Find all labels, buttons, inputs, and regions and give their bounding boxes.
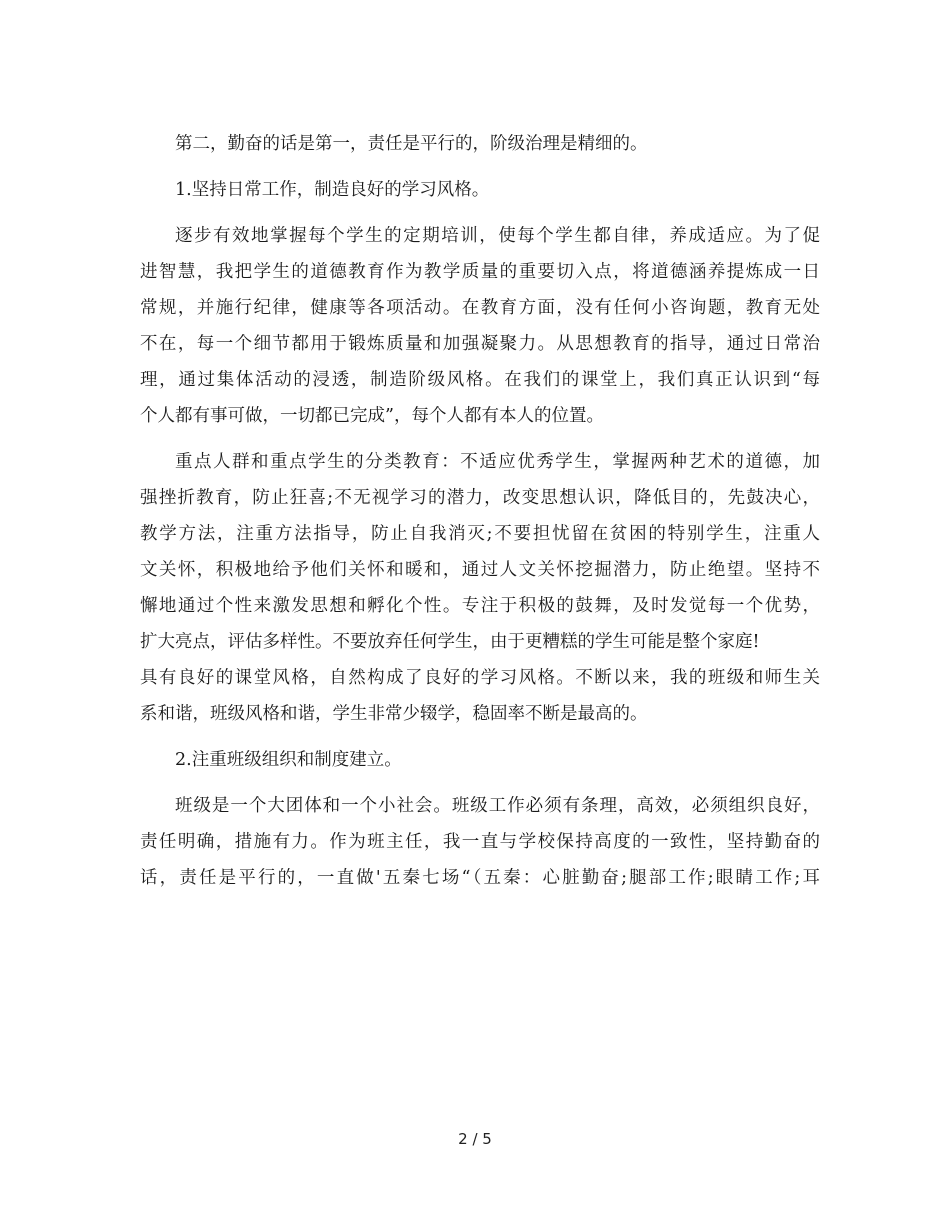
paragraph-line: 系和谐，班级风格和谐，学生非常少辍学，稳固率不断是最高的。 [140, 704, 648, 724]
paragraph-3 [140, 788, 820, 896]
paragraph-1 [140, 218, 820, 434]
paragraph-line: 理，通过集体活动的浸透，制造阶级风格。在我们的课堂上，我们真正认识到“每 [140, 370, 820, 390]
paragraph-line: 强挫折教育，防止狂喜;不无视学习的潜力，改变思想认识，降低目的，先鼓决心， [140, 488, 820, 508]
paragraph-line: 不在，每一个细节都用于锻炼质量和加强凝聚力。从思想教育的指导，通过日常治 [140, 334, 820, 354]
subsection-heading-1: 1.坚持日常工作，制造良好的学习风格。 [175, 180, 490, 200]
page-number: 2 / 5 [458, 1130, 492, 1148]
paragraph-line: 话，责任是平行的，一直做'五秦七场“（五秦：心脏勤奋;腿部工作;眼睛工作;耳 [140, 868, 820, 888]
paragraph-line: 扩大亮点，评估多样性。不要放弃任何学生，由于更糟糕的学生可能是整个家庭! [140, 632, 760, 652]
paragraph-2 [140, 444, 820, 732]
paragraph-line: 责任明确，措施有力。作为班主任，我一直与学校保持高度的一致性，坚持勤奋的 [140, 832, 820, 852]
paragraph-line: 教学方法，注重方法指导，防止自我消灭;不要担忧留在贫困的特别学生，注重人 [140, 524, 820, 544]
subsection-heading-2: 2.注重班级组织和制度建立。 [175, 750, 402, 770]
paragraph-line: 逐步有效地掌握每个学生的定期培训，使每个学生都自律，养成适应。为了促 [175, 226, 820, 246]
paragraph-line: 进智慧，我把学生的道德教育作为教学质量的重要切入点，将道德涵养提炼成一日 [140, 262, 820, 282]
paragraph-line: 常规，并施行纪律，健康等各项活动。在教育方面，没有任何小咨询题，教育无处 [140, 298, 820, 318]
paragraph-line: 重点人群和重点学生的分类教育：不适应优秀学生，掌握两种艺术的道德，加 [175, 452, 820, 472]
paragraph-line: 个人都有事可做，一切都已完成”，每个人都有本人的位置。 [140, 406, 604, 426]
paragraph-line: 具有良好的课堂风格，自然构成了良好的学习风格。不断以来，我的班级和师生关 [140, 668, 820, 688]
section-heading: 第二，勤奋的话是第一，责任是平行的，阶级治理是精细的。 [175, 134, 648, 154]
paragraph-line: 懈地通过个性来激发思想和孵化个性。专注于积极的鼓舞，及时发觉每一个优势， [140, 596, 820, 616]
paragraph-line: 文关怀，积极地给予他们关怀和暖和，通过人文关怀挖掘潜力，防止绝望。坚持不 [140, 560, 820, 580]
document-body [140, 126, 820, 896]
paragraph-line: 班级是一个大团体和一个小社会。班级工作必须有条理，高效，必须组织良好， [175, 796, 820, 816]
